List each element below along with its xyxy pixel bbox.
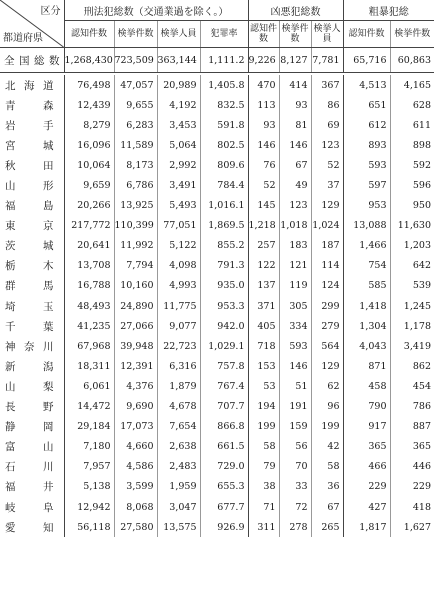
corner-header-cell xyxy=(0,0,64,48)
heinous-persons-cell: 58 xyxy=(311,457,343,477)
table-row xyxy=(0,175,434,195)
heinous-cleared-cell: 191 xyxy=(279,397,311,417)
violent-recognized-cell: 917 xyxy=(343,417,390,437)
col-header-violent-recognized: 認知件数 xyxy=(343,21,390,48)
prefecture-name-cell: 石川 xyxy=(0,457,64,477)
table-row xyxy=(0,477,434,497)
recognized-count-cell: 41,235 xyxy=(77,320,111,332)
table-row xyxy=(0,397,434,417)
crime-rate-cell: 1,405.8 xyxy=(200,75,248,95)
cleared-count-cell: 12,391 xyxy=(114,356,157,376)
heinous-cleared-cell: 146 xyxy=(279,356,311,376)
crime-rate-cell: 866.8 xyxy=(200,417,248,437)
heinous-recognized-cell: 1,218 xyxy=(248,216,279,236)
prefecture-name-cell: 群馬 xyxy=(0,276,64,296)
violent-cleared-cell: 786 xyxy=(390,397,434,417)
heinous-cleared-cell: 93 xyxy=(279,95,311,115)
recognized-count-cell: 20,641 xyxy=(77,240,111,252)
group-header-heinous-total: 凶悪犯総数 xyxy=(248,0,343,21)
violent-recognized-cell: 1,817 xyxy=(343,517,390,537)
heinous-persons-cell: 199 xyxy=(311,417,343,437)
crime-rate-cell: 729.0 xyxy=(200,457,248,477)
persons-count-cell: 3,491 xyxy=(157,175,200,195)
violent-recognized-cell: 229 xyxy=(343,477,390,497)
heinous-recognized-cell: 52 xyxy=(248,175,279,195)
recognized-count-cell: 8,279 xyxy=(83,119,111,131)
persons-count-cell: 3,453 xyxy=(157,115,200,135)
violent-recognized-cell: 651 xyxy=(343,95,390,115)
prefecture-name-cell: 神奈川 xyxy=(0,336,64,356)
heinous-cleared-cell: 146 xyxy=(279,135,311,155)
violent-cleared-cell: 1,245 xyxy=(390,296,434,316)
heinous-cleared-cell: 159 xyxy=(279,417,311,437)
crime-rate-cell: 935.0 xyxy=(200,276,248,296)
heinous-recognized-cell: 145 xyxy=(248,196,279,216)
persons-count-cell: 4,678 xyxy=(157,397,200,417)
persons-count-cell: 22,723 xyxy=(157,336,200,356)
violent-recognized-cell: 871 xyxy=(343,356,390,376)
crime-rate-cell: 953.3 xyxy=(200,296,248,316)
heinous-persons-cell: 42 xyxy=(311,437,343,457)
heinous-cleared-cell: 67 xyxy=(279,155,311,175)
heinous-persons-cell: 96 xyxy=(311,397,343,417)
prefecture-name-cell: 栃木 xyxy=(0,256,64,276)
heinous-recognized-cell: 113 xyxy=(248,95,279,115)
cleared-count-cell: 6,283 xyxy=(114,115,157,135)
crime-rate-cell: 791.3 xyxy=(200,256,248,276)
prefecture-name-cell: 岩手 xyxy=(0,115,64,135)
violent-recognized-cell: 4,513 xyxy=(343,75,390,95)
heinous-cleared-cell: 119 xyxy=(279,276,311,296)
cleared-count-cell: 7,794 xyxy=(114,256,157,276)
heinous-recognized-cell: 311 xyxy=(248,517,279,537)
corner-category-label: 区分 xyxy=(40,6,61,17)
heinous-cleared-cell: 8,127 xyxy=(279,48,311,73)
recognized-count-cell: 9,659 xyxy=(83,180,111,192)
recognized-count-cell: 16,788 xyxy=(77,280,111,292)
heinous-recognized-cell: 122 xyxy=(248,256,279,276)
crime-rate-cell: 677.7 xyxy=(200,497,248,517)
violent-cleared-cell: 642 xyxy=(390,256,434,276)
heinous-recognized-cell: 58 xyxy=(248,437,279,457)
col-header-heinous-persons: 検挙人員 xyxy=(311,21,343,48)
heinous-persons-cell: 129 xyxy=(311,356,343,376)
table-row xyxy=(0,336,434,356)
col-header-heinous-cleared: 検挙件数 xyxy=(279,21,311,48)
recognized-count-cell: 10,064 xyxy=(77,159,111,171)
violent-cleared-cell: 596 xyxy=(390,175,434,195)
heinous-persons-cell: 67 xyxy=(311,497,343,517)
heinous-recognized-cell: 76 xyxy=(248,155,279,175)
violent-recognized-cell: 790 xyxy=(343,397,390,417)
violent-cleared-cell: 3,419 xyxy=(390,336,434,356)
heinous-recognized-cell: 38 xyxy=(248,477,279,497)
crime-rate-cell: 707.7 xyxy=(200,397,248,417)
heinous-persons-cell: 124 xyxy=(311,276,343,296)
heinous-recognized-cell: 257 xyxy=(248,236,279,256)
table-row xyxy=(0,497,434,517)
col-header-violent-cleared: 検挙件数 xyxy=(390,21,434,48)
violent-cleared-cell: 592 xyxy=(390,155,434,175)
recognized-count-cell: 6,061 xyxy=(83,380,111,392)
prefecture-name-cell: 長野 xyxy=(0,397,64,417)
crime-rate-cell: 1,016.1 xyxy=(200,196,248,216)
prefecture-name-cell: 茨城 xyxy=(0,236,64,256)
prefecture-name-cell: 全国総数 xyxy=(0,48,64,73)
persons-count-cell: 5,493 xyxy=(157,196,200,216)
violent-cleared-cell: 229 xyxy=(390,477,434,497)
heinous-cleared-cell: 1,018 xyxy=(279,216,311,236)
crime-rate-cell: 1,029.1 xyxy=(200,336,248,356)
table-row xyxy=(0,256,434,276)
heinous-persons-cell: 69 xyxy=(311,115,343,135)
violent-recognized-cell: 1,466 xyxy=(343,236,390,256)
prefecture-name-cell: 東京 xyxy=(0,216,64,236)
cleared-count-cell: 17,073 xyxy=(114,417,157,437)
heinous-recognized-cell: 53 xyxy=(248,376,279,396)
recognized-count-cell: 217,772 xyxy=(71,220,111,232)
prefecture-name-cell: 福井 xyxy=(0,477,64,497)
heinous-cleared-cell: 334 xyxy=(279,316,311,336)
table-row xyxy=(0,75,434,95)
heinous-cleared-cell: 414 xyxy=(279,75,311,95)
violent-recognized-cell: 597 xyxy=(343,175,390,195)
group-header-penal-total: 刑法犯総数（交通業過を除く。） xyxy=(64,0,248,21)
violent-recognized-cell: 466 xyxy=(343,457,390,477)
violent-cleared-cell: 418 xyxy=(390,497,434,517)
prefecture-name-cell: 岐阜 xyxy=(0,497,64,517)
cleared-count-cell: 110,399 xyxy=(114,216,157,236)
heinous-persons-cell: 114 xyxy=(311,256,343,276)
crime-rate-cell: 1,869.5 xyxy=(200,216,248,236)
cleared-count-cell: 11,589 xyxy=(114,135,157,155)
prefecture-name-cell: 静岡 xyxy=(0,417,64,437)
cleared-count-cell: 47,057 xyxy=(114,75,157,95)
persons-count-cell: 9,077 xyxy=(157,316,200,336)
cleared-count-cell: 39,948 xyxy=(114,336,157,356)
table-row xyxy=(0,216,434,236)
recognized-count-cell: 20,266 xyxy=(77,200,111,212)
persons-count-cell: 6,316 xyxy=(157,356,200,376)
violent-recognized-cell: 593 xyxy=(343,155,390,175)
violent-cleared-cell: 611 xyxy=(390,115,434,135)
heinous-persons-cell: 299 xyxy=(311,296,343,316)
heinous-recognized-cell: 199 xyxy=(248,417,279,437)
recognized-count-cell: 56,118 xyxy=(77,521,111,533)
violent-recognized-cell: 612 xyxy=(343,115,390,135)
cleared-count-cell: 10,160 xyxy=(114,276,157,296)
table-row xyxy=(0,276,434,296)
persons-count-cell: 1,879 xyxy=(157,376,200,396)
heinous-recognized-cell: 153 xyxy=(248,356,279,376)
heinous-cleared-cell: 49 xyxy=(279,175,311,195)
table-row xyxy=(0,417,434,437)
heinous-persons-cell: 564 xyxy=(311,336,343,356)
col-header-crime-rate: 犯罪率 xyxy=(200,21,248,48)
violent-cleared-cell: 4,165 xyxy=(390,75,434,95)
crime-rate-cell: 832.5 xyxy=(200,95,248,115)
recognized-count-cell: 18,311 xyxy=(77,360,111,372)
prefecture-name-cell: 千葉 xyxy=(0,316,64,336)
cleared-count-cell: 11,992 xyxy=(114,236,157,256)
heinous-cleared-cell: 593 xyxy=(279,336,311,356)
corner-prefecture-label: 都道府県 xyxy=(3,33,43,44)
heinous-persons-cell: 187 xyxy=(311,236,343,256)
table-row xyxy=(0,437,434,457)
violent-cleared-cell: 446 xyxy=(390,457,434,477)
persons-count-cell: 13,575 xyxy=(157,517,200,537)
violent-cleared-cell: 1,178 xyxy=(390,316,434,336)
recognized-count-cell: 67,968 xyxy=(77,340,111,352)
persons-count-cell: 11,775 xyxy=(157,296,200,316)
crime-rate-cell: 855.2 xyxy=(200,236,248,256)
recognized-count-cell: 5,138 xyxy=(83,481,111,493)
violent-recognized-cell: 1,304 xyxy=(343,316,390,336)
heinous-persons-cell: 36 xyxy=(311,477,343,497)
crime-rate-cell: 757.8 xyxy=(200,356,248,376)
heinous-cleared-cell: 72 xyxy=(279,497,311,517)
heinous-recognized-cell: 718 xyxy=(248,336,279,356)
violent-cleared-cell: 950 xyxy=(390,196,434,216)
crime-rate-cell: 767.4 xyxy=(200,376,248,396)
violent-recognized-cell: 953 xyxy=(343,196,390,216)
heinous-cleared-cell: 81 xyxy=(279,115,311,135)
table-row xyxy=(0,196,434,216)
violent-cleared-cell: 628 xyxy=(390,95,434,115)
heinous-persons-cell: 367 xyxy=(311,75,343,95)
cleared-count-cell: 4,376 xyxy=(114,376,157,396)
heinous-persons-cell: 62 xyxy=(311,376,343,396)
heinous-persons-cell: 1,024 xyxy=(311,216,343,236)
cleared-count-cell: 8,068 xyxy=(114,497,157,517)
table-row xyxy=(0,155,434,175)
header-group-row xyxy=(0,0,434,21)
cleared-count-cell: 6,786 xyxy=(114,175,157,195)
crime-rate-cell: 1,111.2 xyxy=(200,48,248,73)
heinous-cleared-cell: 305 xyxy=(279,296,311,316)
heinous-recognized-cell: 146 xyxy=(248,135,279,155)
violent-cleared-cell: 1,627 xyxy=(390,517,434,537)
persons-count-cell: 77,051 xyxy=(157,216,200,236)
violent-recognized-cell: 754 xyxy=(343,256,390,276)
heinous-persons-cell: 37 xyxy=(311,175,343,195)
heinous-recognized-cell: 137 xyxy=(248,276,279,296)
persons-count-cell: 4,993 xyxy=(157,276,200,296)
recognized-count-cell: 12,439 xyxy=(77,99,111,111)
col-header-heinous-recognized: 認知件数 xyxy=(248,21,279,48)
persons-count-cell: 4,098 xyxy=(157,256,200,276)
cleared-count-cell: 9,655 xyxy=(114,95,157,115)
violent-recognized-cell: 1,418 xyxy=(343,296,390,316)
table-row xyxy=(0,517,434,537)
table-row xyxy=(0,135,434,155)
heinous-cleared-cell: 121 xyxy=(279,256,311,276)
table-row xyxy=(0,95,434,115)
group-header-violent-total: 粗暴犯総 xyxy=(343,0,434,21)
crime-rate-cell: 926.9 xyxy=(200,517,248,537)
cleared-count-cell: 723,509 xyxy=(114,48,157,73)
crime-rate-cell: 655.3 xyxy=(200,477,248,497)
violent-recognized-cell: 427 xyxy=(343,497,390,517)
heinous-recognized-cell: 194 xyxy=(248,397,279,417)
violent-recognized-cell: 585 xyxy=(343,276,390,296)
cleared-count-cell: 13,925 xyxy=(114,196,157,216)
heinous-persons-cell: 279 xyxy=(311,316,343,336)
heinous-persons-cell: 86 xyxy=(311,95,343,115)
crime-rate-cell: 784.4 xyxy=(200,175,248,195)
heinous-cleared-cell: 278 xyxy=(279,517,311,537)
violent-cleared-cell: 365 xyxy=(390,437,434,457)
violent-cleared-cell: 1,203 xyxy=(390,236,434,256)
table-row xyxy=(0,296,434,316)
recognized-count-cell: 7,957 xyxy=(83,461,111,473)
recognized-count-cell: 48,493 xyxy=(77,300,111,312)
table-row xyxy=(0,356,434,376)
table-row xyxy=(0,115,434,135)
prefecture-name-cell: 新潟 xyxy=(0,356,64,376)
prefecture-name-cell: 愛知 xyxy=(0,517,64,537)
recognized-count-cell: 12,942 xyxy=(77,501,111,513)
prefecture-name-cell: 富山 xyxy=(0,437,64,457)
cleared-count-cell: 8,173 xyxy=(114,155,157,175)
recognized-count-cell: 29,184 xyxy=(77,421,111,433)
prefecture-name-cell: 山梨 xyxy=(0,376,64,396)
persons-count-cell: 1,959 xyxy=(157,477,200,497)
violent-cleared-cell: 862 xyxy=(390,356,434,376)
heinous-recognized-cell: 371 xyxy=(248,296,279,316)
violent-cleared-cell: 887 xyxy=(390,417,434,437)
violent-cleared-cell: 898 xyxy=(390,135,434,155)
cleared-count-cell: 3,599 xyxy=(114,477,157,497)
heinous-recognized-cell: 93 xyxy=(248,115,279,135)
violent-recognized-cell: 458 xyxy=(343,376,390,396)
recognized-count-cell: 76,498 xyxy=(77,79,111,91)
heinous-persons-cell: 123 xyxy=(311,135,343,155)
persons-count-cell: 5,122 xyxy=(157,236,200,256)
violent-recognized-cell: 65,716 xyxy=(343,48,390,73)
crime-rate-cell: 942.0 xyxy=(200,316,248,336)
persons-count-cell: 7,654 xyxy=(157,417,200,437)
cleared-count-cell: 27,580 xyxy=(114,517,157,537)
recognized-count-cell: 14,472 xyxy=(77,401,111,413)
heinous-cleared-cell: 70 xyxy=(279,457,311,477)
crime-rate-cell: 802.5 xyxy=(200,135,248,155)
heinous-cleared-cell: 56 xyxy=(279,437,311,457)
crime-rate-cell: 809.6 xyxy=(200,155,248,175)
prefecture-name-cell: 福島 xyxy=(0,196,64,216)
persons-count-cell: 20,989 xyxy=(157,75,200,95)
cleared-count-cell: 4,586 xyxy=(114,457,157,477)
heinous-recognized-cell: 470 xyxy=(248,75,279,95)
heinous-recognized-cell: 79 xyxy=(248,457,279,477)
heinous-persons-cell: 129 xyxy=(311,196,343,216)
prefecture-name-cell: 埼玉 xyxy=(0,296,64,316)
persons-count-cell: 3,047 xyxy=(157,497,200,517)
persons-count-cell: 2,992 xyxy=(157,155,200,175)
cleared-count-cell: 24,890 xyxy=(114,296,157,316)
heinous-cleared-cell: 51 xyxy=(279,376,311,396)
table-row xyxy=(0,457,434,477)
heinous-cleared-cell: 123 xyxy=(279,196,311,216)
col-header-recognized: 認知件数 xyxy=(64,21,114,48)
recognized-count-cell: 13,708 xyxy=(77,260,111,272)
persons-count-cell: 363,144 xyxy=(157,48,200,73)
national-total-row xyxy=(0,48,434,73)
recognized-count-cell: 7,180 xyxy=(83,441,111,453)
prefecture-name-cell: 宮城 xyxy=(0,135,64,155)
table-row xyxy=(0,316,434,336)
persons-count-cell: 2,638 xyxy=(157,437,200,457)
violent-cleared-cell: 454 xyxy=(390,376,434,396)
cleared-count-cell: 4,660 xyxy=(114,437,157,457)
crime-rate-cell: 661.5 xyxy=(200,437,248,457)
crime-rate-cell: 591.8 xyxy=(200,115,248,135)
heinous-cleared-cell: 33 xyxy=(279,477,311,497)
persons-count-cell: 2,483 xyxy=(157,457,200,477)
table-row xyxy=(0,376,434,396)
prefecture-name-cell: 山形 xyxy=(0,175,64,195)
heinous-recognized-cell: 71 xyxy=(248,497,279,517)
persons-count-cell: 4,192 xyxy=(157,95,200,115)
heinous-persons-cell: 265 xyxy=(311,517,343,537)
prefecture-name-cell: 秋田 xyxy=(0,155,64,175)
heinous-recognized-cell: 9,226 xyxy=(248,48,279,73)
prefecture-name-cell: 北海道 xyxy=(0,75,64,95)
violent-recognized-cell: 4,043 xyxy=(343,336,390,356)
violent-recognized-cell: 893 xyxy=(343,135,390,155)
recognized-count-cell: 16,096 xyxy=(77,139,111,151)
violent-cleared-cell: 60,863 xyxy=(390,48,434,73)
violent-cleared-cell: 539 xyxy=(390,276,434,296)
violent-recognized-cell: 365 xyxy=(343,437,390,457)
prefecture-name-cell: 青森 xyxy=(0,95,64,115)
heinous-cleared-cell: 183 xyxy=(279,236,311,256)
violent-recognized-cell: 13,088 xyxy=(343,216,390,236)
col-header-cleared: 検挙件数 xyxy=(114,21,157,48)
violent-cleared-cell: 11,630 xyxy=(390,216,434,236)
persons-count-cell: 5,064 xyxy=(157,135,200,155)
heinous-persons-cell: 52 xyxy=(311,155,343,175)
col-header-persons: 検挙人員 xyxy=(157,21,200,48)
recognized-count-cell: 1,268,430 xyxy=(64,48,114,73)
cleared-count-cell: 27,066 xyxy=(114,316,157,336)
header-column-row xyxy=(0,21,434,48)
table-body xyxy=(0,48,434,538)
heinous-recognized-cell: 405 xyxy=(248,316,279,336)
cleared-count-cell: 9,690 xyxy=(114,397,157,417)
table-row xyxy=(0,236,434,256)
heinous-persons-cell: 7,781 xyxy=(311,48,343,73)
